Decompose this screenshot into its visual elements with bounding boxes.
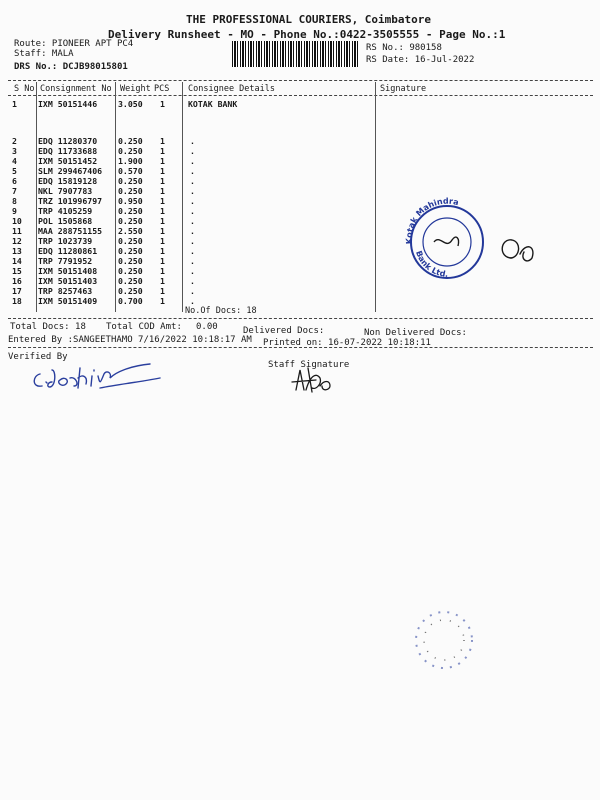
weight-value: 0.950 [118,196,143,206]
serial-number: 15 [12,266,22,276]
table-row [0,186,600,196]
staff-signature-label: Staff Signature [268,360,350,370]
consignee-details: . [190,146,195,156]
serial-number: 2 [12,136,17,146]
weight-value: 0.250 [118,176,143,186]
weight-value: 3.050 [118,99,143,109]
svg-text:Kotak Mahindra [404,197,459,245]
table-row [0,276,600,286]
consignee-details: . [190,266,195,276]
weight-value: 0.250 [118,266,143,276]
non-delivered-docs: Non Delivered Docs: [364,328,467,338]
verified-signature [30,362,170,392]
rs-number: RS No.: 980158 [366,43,442,53]
col-weight: Weight [120,84,151,94]
weight-value: 0.250 [118,246,143,256]
weight-value: 0.250 [118,286,143,296]
consignment-number: IXM 50151446 [38,99,98,109]
consignment-number: IXM 50151408 [38,266,98,276]
consignment-number: TRP 8257463 [38,286,93,296]
consignee-details: . [190,216,195,226]
weight-value: 2.550 [118,226,143,236]
consignment-number: IXM 50151452 [38,156,98,166]
printed-on: Printed on: 16-07-2022 10:18:11 [263,338,431,348]
serial-number: 1 [12,99,17,109]
pieces-value: 1 [160,196,165,206]
consignee-details: . [190,286,195,296]
company-title: THE PROFESSIONAL COURIERS, Coimbatore [186,13,432,26]
weight-value: 0.250 [118,186,143,196]
consignment-number: IXM 50151403 [38,276,98,286]
consignee-details: . [190,206,195,216]
serial-number: 10 [12,216,22,226]
footer-rule [8,347,593,348]
consignment-number: SLM 299467406 [38,166,103,176]
consignment-number: NKL 7907783 [38,186,93,196]
table-row [0,286,600,296]
weight-value: 0.250 [118,236,143,246]
pieces-value: 1 [160,206,165,216]
barcode-image [232,41,360,67]
pieces-value: 1 [160,136,165,146]
weight-value: 0.250 [118,276,143,286]
weight-value: 0.250 [118,146,143,156]
consignee-details: . [190,276,195,286]
weight-value: 0.570 [118,166,143,176]
pieces-value: 1 [160,296,165,306]
total-cod-label: Total COD Amt: [106,322,182,332]
total-cod-value: 0.00 [196,322,218,332]
consignee-details: . [190,296,195,306]
table-row [0,99,600,109]
col-consignee: Consignee Details [188,84,275,94]
weight-value: 0.250 [118,256,143,266]
serial-number: 4 [12,156,17,166]
serial-number: 12 [12,236,22,246]
pieces-value: 1 [160,186,165,196]
stamp-smudge [400,600,490,680]
pieces-value: 1 [160,99,165,109]
table-row [0,166,600,176]
consignment-number: IXM 50151409 [38,296,98,306]
pieces-value: 1 [160,226,165,236]
runsheet-title: Delivery Runsheet - MO - Phone No.:0422-3505555 - Page No.:1 [108,28,506,41]
consignment-number: TRP 4105259 [38,206,93,216]
pieces-value: 1 [160,236,165,246]
serial-number: 9 [12,206,17,216]
table-row [0,136,600,146]
weight-value: 0.250 [118,206,143,216]
serial-number: 5 [12,166,17,176]
col-sno: S No [14,84,35,94]
pieces-value: 1 [160,266,165,276]
table-top-rule [8,80,593,81]
pieces-value: 1 [160,246,165,256]
serial-number: 6 [12,176,17,186]
pieces-value: 1 [160,146,165,156]
serial-number: 8 [12,196,17,206]
entered-by: Entered By :SANGEETHAMO 7/16/2022 10:18:17 AM [8,335,252,345]
table-header-rule [8,95,593,96]
consignee-details: . [190,176,195,186]
consignee-details: . [190,226,195,236]
staff-signature [286,366,356,394]
consignment-number: TRP 1023739 [38,236,93,246]
route-label: Route: PIONEER APT PC4 [14,39,134,49]
serial-number: 18 [12,296,22,306]
consignment-number: EDQ 11733688 [38,146,98,156]
consignment-number: TRZ 101996797 [38,196,103,206]
serial-number: 16 [12,276,22,286]
table-row [0,296,600,306]
table-bottom-rule [8,318,593,319]
table-row [0,216,600,226]
serial-number: 7 [12,186,17,196]
col-pcs: PCS [154,84,170,94]
consignment-number: EDQ 15819128 [38,176,98,186]
consignee-details: . [190,246,195,256]
drs-number: DRS No.: DCJB98015801 [14,62,128,72]
pieces-value: 1 [160,176,165,186]
consignee-details: . [190,196,195,206]
kotak-stamp [402,196,492,280]
serial-number: 11 [12,226,22,236]
consignee-details: . [190,236,195,246]
col-signature: Signature [380,84,427,94]
col-consignment: Consignment No [40,84,112,94]
pieces-value: 1 [160,216,165,226]
consignee-details: . [190,166,195,176]
table-row [0,206,600,216]
serial-number: 3 [12,146,17,156]
staff-label: Staff: MALA [14,49,74,59]
stamp-signature [492,228,542,268]
consignee-details: . [190,186,195,196]
total-docs: Total Docs: 18 [10,322,86,332]
consignment-number: TRP 7791952 [38,256,93,266]
consignment-number: POL 1505868 [38,216,93,226]
stamp-text-top: Kotak Mahindra [404,196,460,245]
weight-value: 0.250 [118,216,143,226]
pieces-value: 1 [160,276,165,286]
serial-number: 13 [12,246,22,256]
consignee-details: KOTAK BANK [188,99,238,109]
stamp-text-bottom: Bank Ltd. [413,249,449,279]
pieces-value: 1 [160,156,165,166]
table-row [0,156,600,166]
pieces-value: 1 [160,256,165,266]
consignee-details: . [190,256,195,266]
delivered-docs: Delivered Docs: [243,326,325,336]
pieces-value: 1 [160,166,165,176]
weight-value: 0.700 [118,296,143,306]
table-row [0,196,600,206]
verified-by-label: Verified By [8,352,68,362]
consignee-details: . [190,156,195,166]
table-row [0,176,600,186]
pieces-value: 1 [160,286,165,296]
rs-date: RS Date: 16-Jul-2022 [366,55,475,65]
consignment-number: EDQ 11280370 [38,136,98,146]
serial-number: 14 [12,256,22,266]
no-of-docs: No.Of Docs: 18 [185,306,257,316]
weight-value: 1.900 [118,156,143,166]
consignee-details: . [190,136,195,146]
serial-number: 17 [12,286,22,296]
weight-value: 0.250 [118,136,143,146]
consignment-number: EDQ 11280861 [38,246,98,256]
consignment-number: MAA 288751155 [38,226,103,236]
table-row [0,146,600,156]
